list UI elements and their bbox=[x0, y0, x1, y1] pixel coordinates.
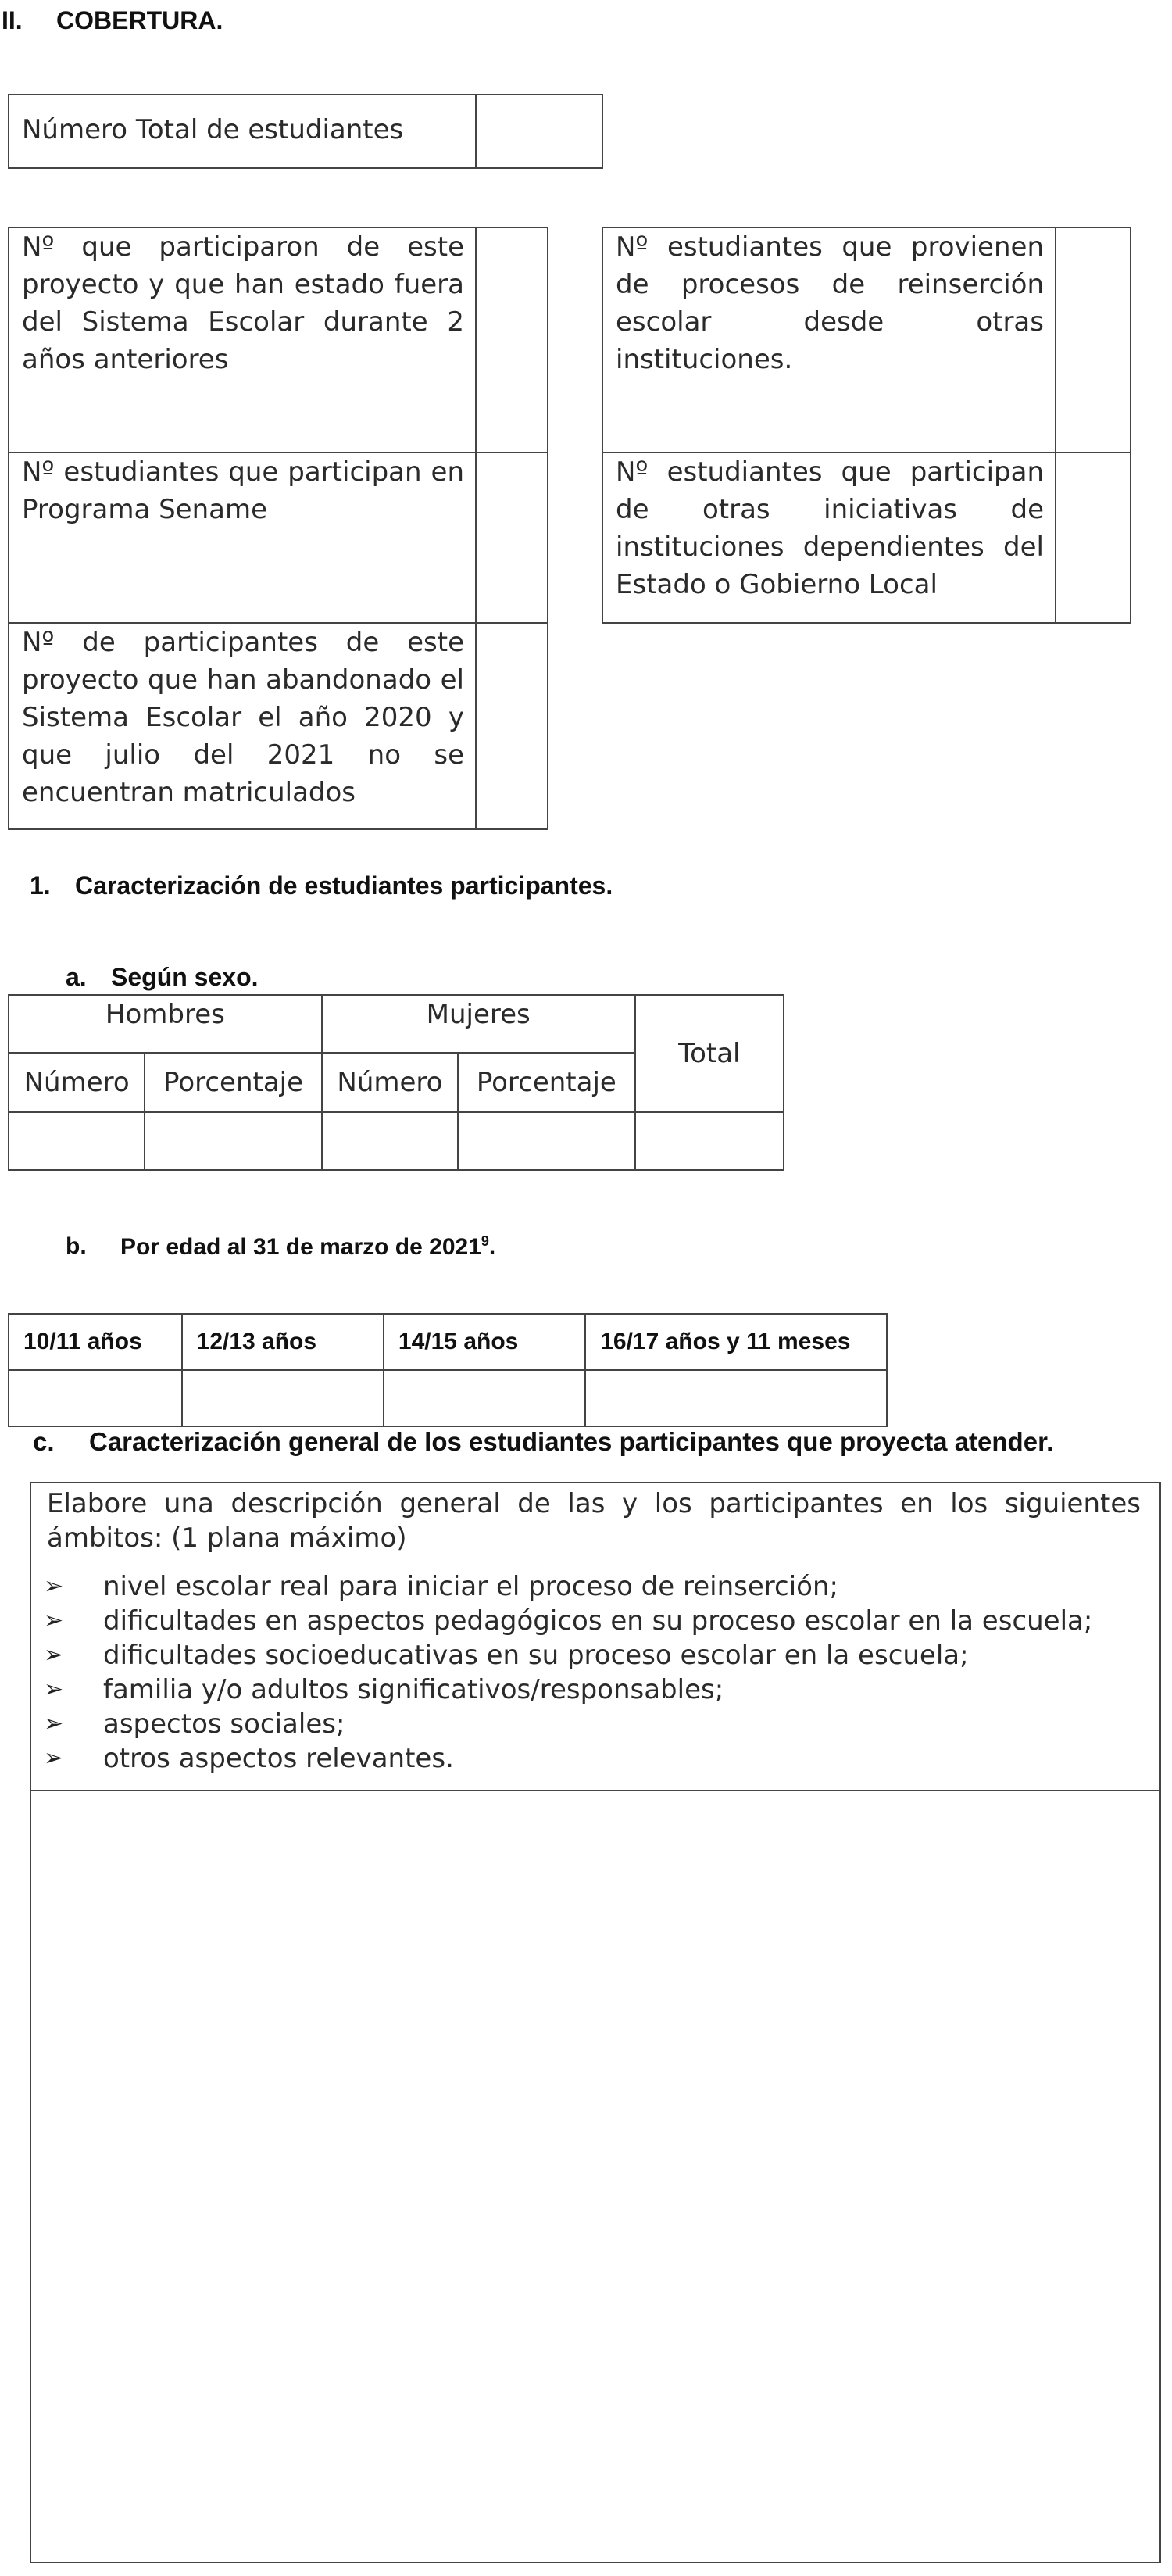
header-hombres: Hombres bbox=[9, 995, 322, 1053]
section-heading bbox=[0, 6, 469, 41]
subheader-porcentaje-mujeres: Porcentaje bbox=[458, 1053, 634, 1112]
arrow-bullet-icon: ➢ bbox=[44, 1710, 64, 1737]
by-age-table bbox=[8, 1313, 888, 1427]
general-instructions: Elabore una descripción general de las y los participantes en los siguientes ámbitos: (1 plana máximo) bbox=[47, 1488, 1141, 1554]
section-number: II. bbox=[2, 6, 23, 34]
general-letter: c. bbox=[33, 1427, 55, 1456]
general-answer-box[interactable] bbox=[30, 1790, 1161, 2563]
by-sex-letter: a. bbox=[66, 963, 87, 991]
coverage-left-label-2 bbox=[8, 452, 477, 624]
coverage-left-text-2: Nº estudiantes que participan en Programa Sename bbox=[22, 456, 464, 525]
arrow-bullet-icon: ➢ bbox=[44, 1607, 64, 1634]
bullet-item bbox=[33, 1707, 1150, 1741]
age-value-3[interactable] bbox=[384, 1370, 585, 1426]
arrow-bullet-icon: ➢ bbox=[44, 1744, 64, 1772]
bullet-item bbox=[33, 1673, 1150, 1707]
coverage-left-value-3[interactable] bbox=[475, 622, 548, 830]
coverage-left-text-3: Nº de participantes de este proyecto que han abandonado el Sistema Escolar el año 2020 y que julio del 2021 no se encuentran matriculados bbox=[22, 627, 464, 808]
subheader-numero-mujeres: Número bbox=[322, 1053, 458, 1112]
by-age-footnote: 9 bbox=[481, 1233, 489, 1249]
coverage-right-text-2: Nº estudiantes que participan de otras iniciativas de instituciones dependientes del Estado o Gobierno Local bbox=[616, 456, 1044, 600]
value-porcentaje-mujeres[interactable] bbox=[458, 1112, 634, 1170]
arrow-bullet-icon: ➢ bbox=[44, 1641, 64, 1669]
age-value-2[interactable] bbox=[182, 1370, 384, 1426]
bullet-item bbox=[33, 1638, 1150, 1673]
coverage-left-value-1[interactable] bbox=[475, 227, 548, 453]
section-title: COBERTURA. bbox=[56, 6, 223, 34]
by-age-title-line bbox=[120, 1233, 495, 1261]
arrow-bullet-icon: ➢ bbox=[44, 1676, 64, 1703]
bullet-text: otros aspectos relevantes. bbox=[103, 1743, 454, 1774]
by-age-title: Por edad al 31 de marzo de 2021 bbox=[120, 1234, 481, 1260]
total-students-value-cell[interactable] bbox=[475, 94, 603, 169]
bullet-text: aspectos sociales; bbox=[103, 1708, 345, 1740]
subheader-numero-hombres: Número bbox=[9, 1053, 145, 1112]
value-total[interactable] bbox=[635, 1112, 784, 1170]
coverage-right-value-1[interactable] bbox=[1055, 227, 1131, 453]
bullet-item bbox=[33, 1741, 1150, 1776]
general-instructions-box bbox=[30, 1482, 1161, 1791]
coverage-left-value-2[interactable] bbox=[475, 452, 548, 624]
value-numero-hombres[interactable] bbox=[9, 1112, 145, 1170]
coverage-left-label-1 bbox=[8, 227, 477, 453]
age-header-3: 14/15 años bbox=[384, 1314, 585, 1370]
age-value-4[interactable] bbox=[585, 1370, 887, 1426]
by-age-letter: b. bbox=[66, 1233, 87, 1259]
by-sex-table bbox=[8, 994, 784, 1171]
general-title: Caracterización general de los estudiantes participantes que proyecta atender. bbox=[89, 1427, 1054, 1456]
coverage-left-text-1: Nº que participaron de este proyecto y que han estado fuera del Sistema Escolar durante 2 años anteriores bbox=[22, 231, 464, 375]
general-bullets bbox=[33, 1569, 1150, 1776]
characterization-title: Caracterización de estudiantes participantes. bbox=[75, 871, 613, 900]
bullet-text: dificultades en aspectos pedagógicos en su proceso escolar en la escuela; bbox=[103, 1605, 1093, 1637]
subheader-porcentaje-hombres: Porcentaje bbox=[145, 1053, 321, 1112]
total-students-label: Número Total de estudiantes bbox=[22, 114, 404, 145]
coverage-right-value-2[interactable] bbox=[1055, 452, 1131, 624]
coverage-right-label-1 bbox=[602, 227, 1056, 453]
age-header-1: 10/11 años bbox=[9, 1314, 182, 1370]
characterization-number: 1. bbox=[30, 871, 51, 900]
bullet-text: nivel escolar real para iniciar el proceso de reinserción; bbox=[103, 1571, 838, 1602]
by-age-heading bbox=[66, 1233, 769, 1268]
value-porcentaje-hombres[interactable] bbox=[145, 1112, 321, 1170]
header-total: Total bbox=[635, 995, 784, 1112]
bullet-text: dificultades socioeducativas en su proceso escolar en la escuela; bbox=[103, 1640, 969, 1671]
by-age-title-end: . bbox=[488, 1234, 496, 1260]
coverage-left-label-3 bbox=[8, 622, 477, 830]
coverage-right-label-2 bbox=[602, 452, 1056, 624]
arrow-bullet-icon: ➢ bbox=[44, 1572, 64, 1600]
general-heading bbox=[33, 1427, 1166, 1462]
by-sex-heading bbox=[66, 963, 534, 997]
characterization-heading bbox=[30, 871, 889, 906]
bullet-text: familia y/o adultos significativos/responsables; bbox=[103, 1674, 724, 1705]
value-numero-mujeres[interactable] bbox=[322, 1112, 458, 1170]
coverage-right-text-1: Nº estudiantes que provienen de procesos de reinserción escolar desde otras instituciones. bbox=[616, 231, 1044, 375]
bullet-item bbox=[33, 1604, 1150, 1638]
age-header-2: 12/13 años bbox=[182, 1314, 384, 1370]
by-sex-title: Según sexo. bbox=[111, 963, 259, 991]
age-value-1[interactable] bbox=[9, 1370, 182, 1426]
total-students-label-cell bbox=[8, 94, 477, 169]
bullet-item bbox=[33, 1569, 1150, 1604]
age-header-4: 16/17 años y 11 meses bbox=[585, 1314, 887, 1370]
header-mujeres: Mujeres bbox=[322, 995, 635, 1053]
